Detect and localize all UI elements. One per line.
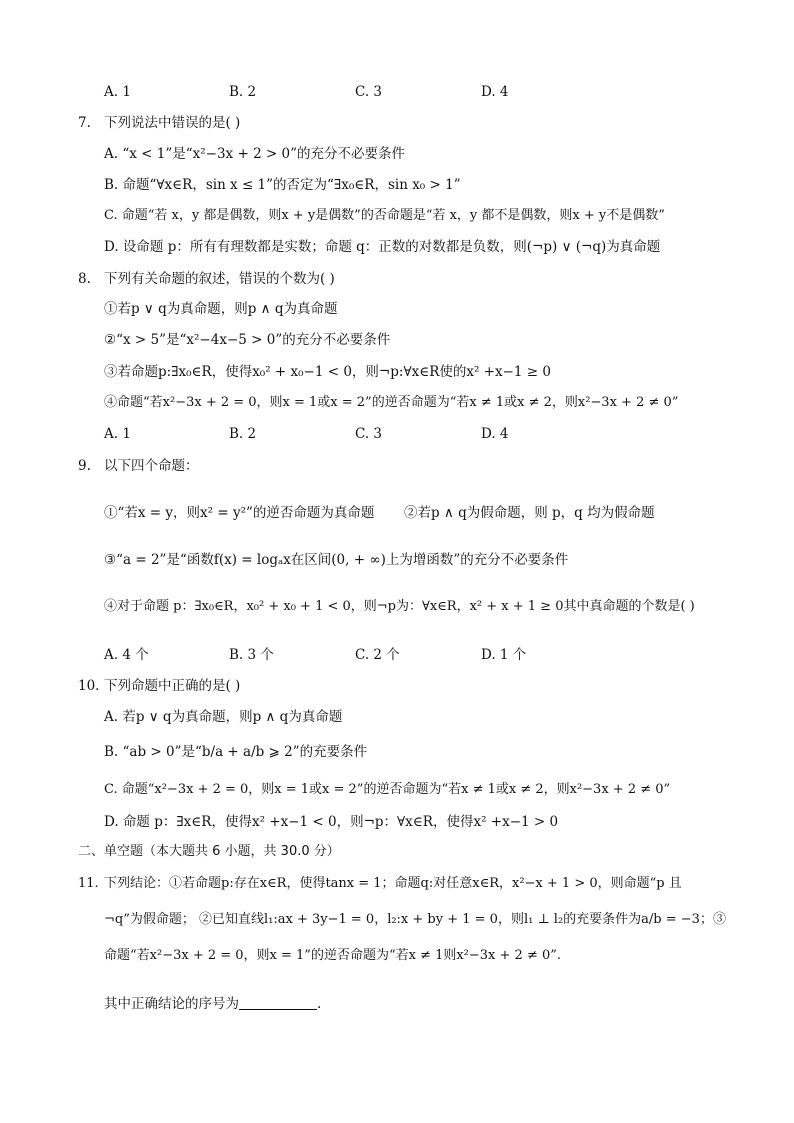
prev-option-a: A. 1 — [104, 84, 131, 100]
prev-option-b: B. 2 — [229, 84, 257, 100]
q9-option-b: B. 3 个 — [229, 647, 274, 663]
q8-number: 8. — [78, 271, 91, 287]
q9-item-1: ①“若x = y，则x² = y²”的逆否命题为真命题 — [104, 505, 375, 521]
q10-option-c: C. 命题“x²−3x + 2 = 0，则x = 1或x = 2”的逆否命题为“若x ≠ 1或x ≠ 2，则x²−3x + 2 ≠ 0” — [104, 782, 671, 797]
q10-option-b: B. “ab > 0”是“b/a + a/b ⩾ 2”的充要条件 — [104, 744, 368, 760]
q9-item-3: ③“a = 2”是“函数f(x) = logₐx在区间(0, + ∞)上为增函数”的充分不必要条件 — [104, 552, 569, 568]
q11-number: 11. — [78, 876, 99, 891]
q8-option-c: C. 3 — [355, 426, 383, 442]
q7-option-a: A. “x < 1”是“x²−3x + 2 > 0”的充分不必要条件 — [104, 146, 406, 162]
q9-option-d: D. 1 个 — [481, 647, 527, 663]
q9-item-4: ④对于命题 p：∃x₀∈R，x₀² + x₀ + 1 < 0，则¬p为：∀x∈R，x² + x + 1 ≥ 0其中真命题的个数是( ) — [104, 599, 695, 614]
q9-option-a: A. 4 个 — [104, 647, 149, 663]
q8-stem: 下列有关命题的叙述，错误的个数为( ) — [104, 271, 335, 287]
q8-option-a: A. 1 — [104, 426, 131, 442]
prev-option-c: C. 3 — [355, 84, 383, 100]
q9-item-2: ②若p ∧ q为假命题，则 p，q 均为假命题 — [404, 505, 655, 521]
answer-blank[interactable] — [239, 995, 317, 1010]
q8-header — [78, 269, 335, 289]
q10-option-d: D. 命题 p：∃x∈R，使得x² +x−1 < 0，则¬p：∀x∈R，使得x² +x−1 > 0 — [104, 814, 559, 830]
q11-answer-prefix: 其中正确结论的序号为 — [104, 996, 239, 1012]
q10-number: 10. — [78, 678, 100, 694]
q7-option-b: B. 命题“∀x∈R，sin x ≤ 1”的否定为“∃x₀∈R，sin x₀ > 1” — [104, 177, 461, 193]
q11-line-1 — [78, 874, 682, 894]
q10-stem: 下列命题中正确的是( ) — [104, 678, 241, 694]
q8-option-b: B. 2 — [229, 426, 257, 442]
q11-line-3: 命题“若x²−3x + 2 = 0，则x = 1”的逆否命题为“若x ≠ 1则x²−3x + 2 ≠ 0”. — [104, 948, 562, 963]
q9-number: 9. — [78, 458, 91, 474]
q11-answer-line — [104, 994, 321, 1014]
q11-answer-suffix: . — [317, 996, 322, 1012]
q9-stem: 以下四个命题： — [104, 458, 199, 474]
q11-line-2: ¬q”为假命题； ②已知直线l₁:ax + 3y−1 = 0，l₂:x + by + 1 = 0，则l₁ ⊥ l₂的充要条件为a/b = −3；③ — [104, 912, 726, 927]
q9-option-c: C. 2 个 — [355, 647, 400, 663]
q10-header — [78, 676, 240, 696]
q9-header — [78, 456, 199, 476]
q8-item-4: ④命题“若x²−3x + 2 = 0，则x = 1或x = 2”的逆否命题为“若x ≠ 1或x ≠ 2，则x²−3x + 2 ≠ 0” — [104, 395, 679, 410]
q7-stem: 下列说法中错误的是( ) — [104, 115, 241, 131]
q7-option-d: D. 设命题 p：所有有理数都是实数；命题 q：正数的对数都是负数，则(¬p) ∨ (¬q)为真命题 — [104, 239, 661, 255]
q11-text-1: 下列结论：①若命题p:存在x∈R，使得tanx = 1；命题q:对任意x∈R，x²−x + 1 > 0，则命题“p 且 — [104, 876, 682, 891]
q10-option-a: A. 若p ∨ q为真命题，则p ∧ q为真命题 — [104, 709, 343, 725]
q7-header — [78, 113, 240, 133]
q8-item-3: ③若命题p:∃x₀∈R，使得x₀² + x₀−1 < 0，则¬p:∀x∈R使的x² +x−1 ≥ 0 — [104, 364, 551, 380]
q7-option-c: C. 命题“若 x，y 都是偶数，则x + y是偶数”的否命题是“若 x，y 都不是偶数，则x + y不是偶数” — [104, 208, 665, 223]
q7-number: 7. — [78, 115, 91, 131]
q8-item-1: ①若p ∨ q为真命题，则p ∧ q为真命题 — [104, 301, 338, 317]
q8-item-2: ②“x > 5”是“x²−4x−5 > 0”的充分不必要条件 — [104, 332, 391, 348]
section-2-title: 二、单空题（本大题共 6 小题，共 30.0 分） — [78, 844, 340, 859]
prev-option-d: D. 4 — [481, 84, 509, 100]
q8-option-d: D. 4 — [481, 426, 509, 442]
